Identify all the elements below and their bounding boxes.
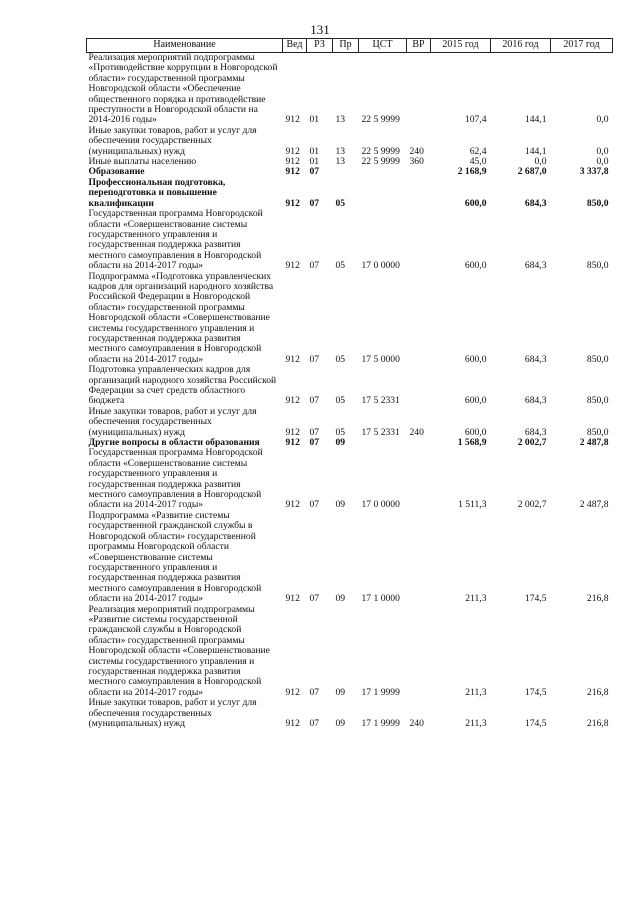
cell-ved: 912 <box>285 499 300 511</box>
cell-pr: 09 <box>335 593 346 605</box>
cell-2017: 850,0 <box>586 197 609 209</box>
cell-2016: 174,5 <box>524 718 547 729</box>
cell-2017: 2 487,8 <box>579 437 609 449</box>
cell-ved: 912 <box>285 197 300 209</box>
cell-vr <box>407 605 431 699</box>
cell-2017: 216,8 <box>586 686 609 698</box>
header-name: Наименование <box>87 39 283 53</box>
cell-ved: 912 <box>285 718 300 729</box>
cell-ved: 912 <box>285 353 300 365</box>
cell-pr: 05 <box>335 353 346 365</box>
cell-2017: 0,0 <box>596 114 609 126</box>
cell-pr: 13 <box>335 145 346 157</box>
cell-vr: 360 <box>409 156 424 168</box>
cell-name: Профессиональная подготовка, переподготовка и повышение квалификации <box>88 176 226 209</box>
cell-rz: 07 <box>309 499 320 511</box>
cell-2016: 684,3 <box>524 426 547 438</box>
cell-rz: 07 <box>309 353 320 365</box>
cell-pr: 09 <box>335 686 346 698</box>
cell-cst: 17 5 2331 <box>361 395 400 407</box>
cell-cst: 22 5 9999 <box>361 156 400 168</box>
cell-cst: 17 1 9999 <box>361 718 400 729</box>
cell-pr: 13 <box>335 114 346 126</box>
cell-name: Образование <box>88 166 145 178</box>
table-row <box>87 365 613 407</box>
cell-cst <box>359 178 407 209</box>
header-rz: РЗ <box>307 39 333 53</box>
cell-2015: 2 168,9 <box>457 166 487 178</box>
cell-2016: 684,3 <box>524 395 547 407</box>
cell-name: Другие вопросы в области образования <box>88 437 260 449</box>
table-row <box>87 209 613 271</box>
cell-rz: 07 <box>309 437 320 449</box>
cell-2015: 600,0 <box>464 197 487 209</box>
cell-ved: 912 <box>285 395 300 407</box>
header-cst: ЦСТ <box>359 39 407 53</box>
cell-2015: 600,0 <box>464 395 487 407</box>
cell-ved: 912 <box>285 145 300 157</box>
cell-cst <box>359 167 407 177</box>
table-row <box>87 605 613 699</box>
cell-name: Иные закупки товаров, работ и услуг для обеспечения государственных (муниципальных) нужд <box>88 124 257 157</box>
cell-rz: 07 <box>309 426 320 438</box>
cell-2015: 211,3 <box>465 686 487 698</box>
table-row <box>87 126 613 157</box>
cell-ved: 912 <box>285 593 300 605</box>
cell-name: Иные закупки товаров, работ и услуг для обеспечения государственных (муниципальных) нужд <box>88 697 257 729</box>
table-row <box>87 53 613 126</box>
cell-2017: 216,8 <box>586 593 609 605</box>
cell-ved: 912 <box>285 426 300 438</box>
cell-ved: 912 <box>285 437 300 449</box>
cell-cst: 17 1 0000 <box>361 593 400 605</box>
cell-ved: 912 <box>285 166 300 178</box>
cell-pr: 05 <box>335 260 346 272</box>
page-number: 131 <box>310 22 330 37</box>
table-header <box>87 39 613 53</box>
cell-2016: 144,1 <box>524 114 547 126</box>
table-body <box>87 53 613 730</box>
cell-2016: 144,1 <box>524 145 547 157</box>
cell-ved: 912 <box>285 114 300 126</box>
cell-ved: 912 <box>285 156 300 168</box>
cell-rz: 07 <box>309 686 320 698</box>
cell-vr <box>407 448 431 510</box>
cell-pr: 09 <box>335 499 346 511</box>
cell-2017: 2 487,8 <box>579 499 609 511</box>
cell-2017: 850,0 <box>586 353 609 365</box>
header-2015: 2015 год <box>431 39 491 53</box>
cell-vr <box>407 167 431 177</box>
cell-cst: 17 5 0000 <box>361 353 400 365</box>
cell-pr <box>333 167 359 177</box>
budget-table <box>86 38 613 729</box>
cell-name: Подготовка управленческих кадров для организаций народного хозяйства Российской Федерации за счет средств областного бюджета <box>88 364 277 407</box>
cell-ved: 912 <box>285 260 300 272</box>
cell-cst <box>359 438 407 448</box>
cell-vr: 240 <box>409 718 424 729</box>
cell-2017: 0,0 <box>596 156 609 168</box>
cell-2017: 0,0 <box>596 145 609 157</box>
cell-name: Государственная программа Новгородской области «Совершенствование системы государственного управления и государственная поддержка развития местного самоуправления в Новгородской области на 2014-2017 годы» <box>88 208 263 272</box>
cell-name: Реализация мероприятий подпрограммы «Развитие системы государственной гражданской службы в Новгородской области» государственной программы Новгородской области «Совершенствование системы государственного управления и государственная поддержка развития местного самоуправления в Новгородской области на 2014-2017 годы» <box>88 603 270 698</box>
cell-rz: 07 <box>309 395 320 407</box>
cell-rz: 07 <box>309 260 320 272</box>
cell-2016: 684,3 <box>524 353 547 365</box>
cell-pr: 05 <box>335 426 346 438</box>
cell-rz: 01 <box>309 156 320 168</box>
header-2017: 2017 год <box>551 39 613 53</box>
cell-2015: 1 511,3 <box>458 499 487 511</box>
cell-name: Реализация мероприятий подпрограммы «Противодействие коррупции в Новгородской области» государственной программы Новгородской области «Обеспечение общественного порядка и противодействие преступности в Новгородской области на 2014-2016 годы» <box>88 52 278 126</box>
cell-cst: 17 1 9999 <box>361 686 400 698</box>
cell-vr: 240 <box>409 426 424 438</box>
cell-2016: 174,5 <box>524 593 547 605</box>
cell-2015: 45,0 <box>469 156 487 168</box>
cell-rz: 07 <box>309 593 320 605</box>
cell-cst: 17 0 0000 <box>361 260 400 272</box>
table-row <box>87 448 613 510</box>
header-ved: Вед <box>283 39 307 53</box>
cell-name: Иные выплаты населению <box>88 156 197 168</box>
cell-vr <box>407 438 431 448</box>
cell-2016: 2 002,7 <box>517 437 547 449</box>
cell-2015: 600,0 <box>464 260 487 272</box>
cell-2016: 684,3 <box>524 197 547 209</box>
cell-2017: 850,0 <box>586 395 609 407</box>
cell-cst: 22 5 9999 <box>361 145 400 157</box>
cell-rz: 01 <box>309 145 320 157</box>
cell-pr: 13 <box>335 156 346 168</box>
cell-2015: 1 568,9 <box>457 437 487 449</box>
cell-name: Государственная программа Новгородской области «Совершенствование системы государственного управления и государственная поддержка развития местного самоуправления в Новгородской области на 2014-2017 годы» <box>88 447 263 511</box>
cell-2016: 684,3 <box>524 260 547 272</box>
cell-vr <box>407 178 431 209</box>
cell-ved: 912 <box>285 686 300 698</box>
cell-cst: 17 0 0000 <box>361 499 400 511</box>
cell-name: Подпрограмма «Развитие системы государственной гражданской службы в Новгородской области» государственной программы Новгородской области «Совершенствование системы государственного управления и государственная поддержка развития местного самоуправления в Новгородской области на 2014-2017 годы» <box>88 509 262 605</box>
cell-rz: 01 <box>309 114 320 126</box>
cell-pr: 09 <box>335 718 346 729</box>
table-row <box>87 272 613 366</box>
cell-pr: 09 <box>335 437 346 449</box>
header-vr: ВР <box>407 39 431 53</box>
cell-2016: 2 687,0 <box>517 166 547 178</box>
cell-vr <box>407 511 431 605</box>
cell-2016: 174,5 <box>524 686 547 698</box>
cell-vr <box>407 365 431 407</box>
cell-name: Подпрограмма «Подготовка управленческих кадров для организаций народного хозяйства Российской Федерации в Новгородской области» государственной программы Новгородской области «Совершенствование системы государственного управления и государственная поддержка развития местного самоуправления в Новгородской области на 2014-2017 годы» <box>88 270 274 365</box>
cell-2015: 211,3 <box>465 718 487 729</box>
cell-2017: 3 337,8 <box>579 166 609 178</box>
cell-2016: 0,0 <box>534 156 547 168</box>
cell-vr: 240 <box>409 145 424 157</box>
table-row <box>87 178 613 209</box>
header-pr: Пр <box>333 39 359 53</box>
cell-rz: 07 <box>309 166 320 178</box>
table-row <box>87 407 613 438</box>
cell-name: Иные закупки товаров, работ и услуг для обеспечения государственных (муниципальных) нужд <box>88 405 257 438</box>
cell-vr <box>407 53 431 126</box>
cell-2015: 107,4 <box>464 114 487 126</box>
cell-cst: 22 5 9999 <box>361 114 400 126</box>
cell-2017: 216,8 <box>586 718 609 729</box>
cell-2015: 211,3 <box>465 593 487 605</box>
cell-rz: 07 <box>309 718 320 729</box>
cell-2017: 850,0 <box>586 426 609 438</box>
cell-2015: 600,0 <box>464 353 487 365</box>
cell-vr <box>407 272 431 366</box>
cell-2016: 2 002,7 <box>517 499 547 511</box>
cell-2017: 850,0 <box>586 260 609 272</box>
cell-cst: 17 5 2331 <box>361 426 400 438</box>
cell-2015: 62,4 <box>469 145 487 157</box>
cell-rz: 07 <box>309 197 320 209</box>
cell-pr: 05 <box>335 395 346 407</box>
cell-pr: 05 <box>335 197 346 209</box>
header-2016: 2016 год <box>491 39 551 53</box>
table-row <box>87 511 613 605</box>
cell-vr <box>407 209 431 271</box>
table-row <box>87 698 613 729</box>
cell-2015: 600,0 <box>464 426 487 438</box>
